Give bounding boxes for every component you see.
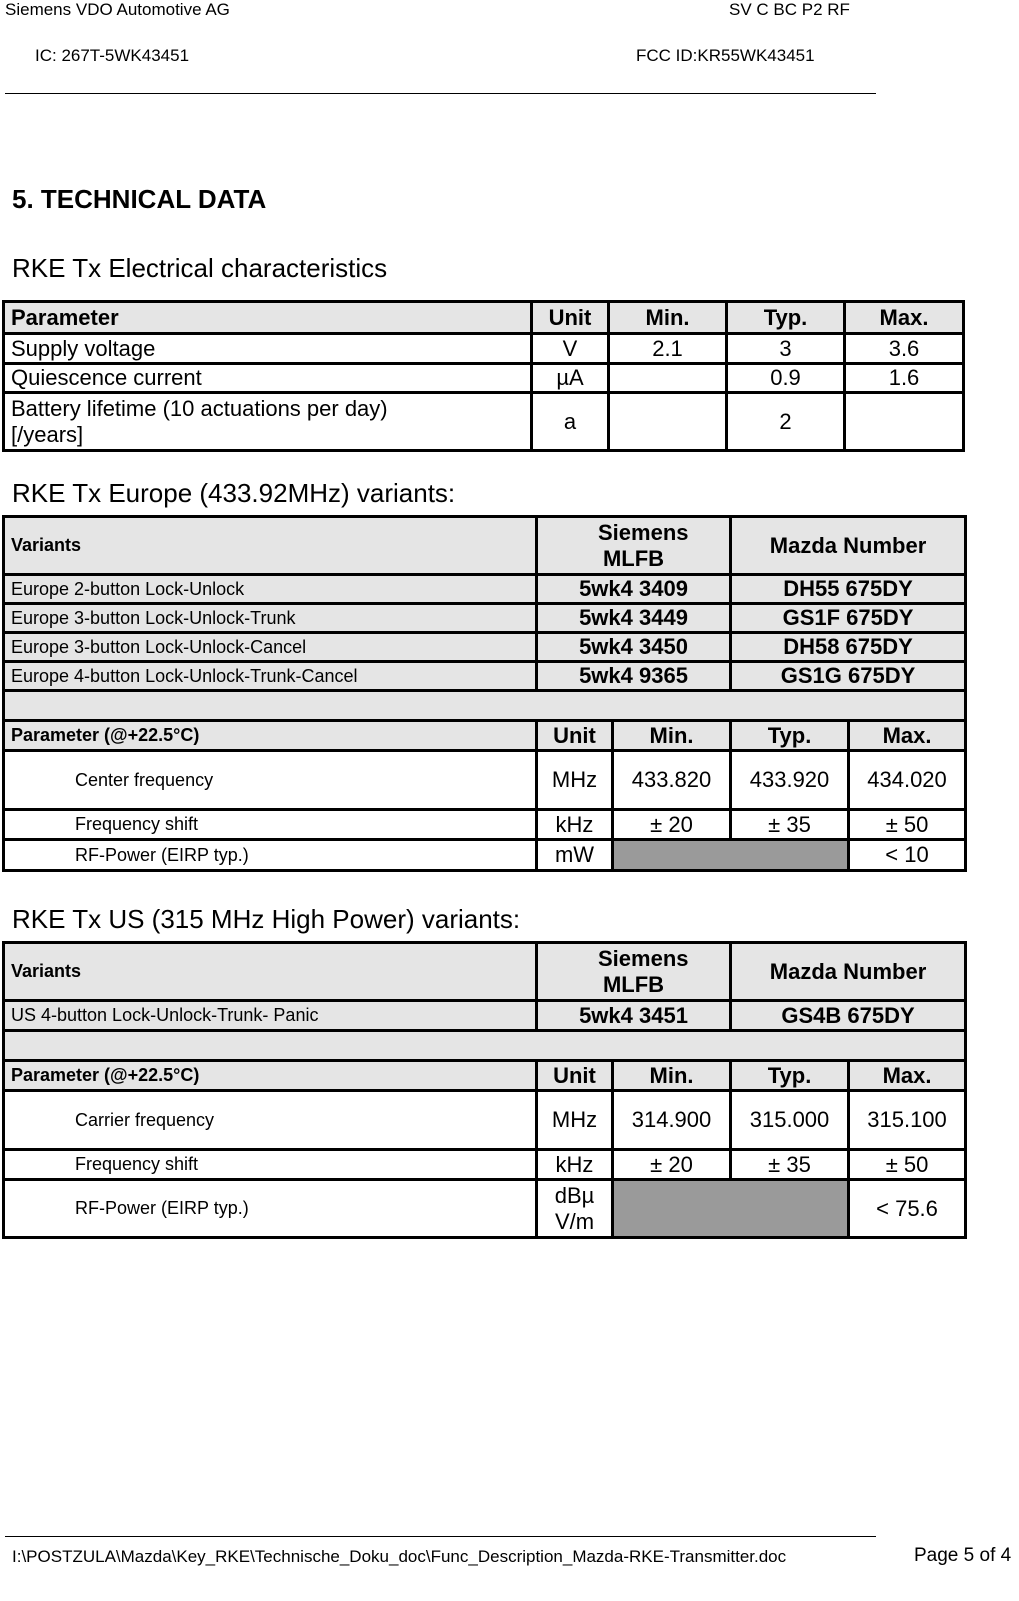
min-cell: ± 20 — [613, 1150, 731, 1180]
col-header-typ: Typ. — [731, 1061, 849, 1091]
mazda-number-cell: DH55 675DY — [731, 575, 966, 604]
table-row — [4, 1091, 966, 1150]
col-header-unit: Unit — [532, 302, 609, 334]
min-cell: ± 20 — [613, 810, 731, 840]
unit-cell: mW — [537, 840, 613, 871]
col-header-mlfb: Siemens MLFB — [537, 943, 731, 1001]
typ-cell: 2 — [727, 393, 845, 451]
section-title: 5. TECHNICAL DATA — [12, 184, 267, 214]
us-table — [2, 941, 967, 1239]
col-header-parameter: Parameter — [4, 302, 532, 334]
typ-cell: 315.000 — [731, 1091, 849, 1150]
max-cell — [845, 393, 964, 451]
variant-name-cell: Europe 2-button Lock-Unlock — [4, 575, 537, 604]
min-cell — [609, 393, 727, 451]
max-cell: < 75.6 — [849, 1180, 966, 1238]
mlfb-cell: 5wk4 3451 — [537, 1001, 731, 1031]
param-cell: Carrier frequency — [4, 1091, 537, 1150]
header-department: SV C BC P2 RF — [729, 0, 850, 19]
mlfb-cell: 5wk4 3449 — [537, 604, 731, 633]
max-cell: ± 50 — [849, 1150, 966, 1180]
col-header-mazda: Mazda Number — [731, 517, 966, 575]
europe-caption: RKE Tx Europe (433.92MHz) variants: — [12, 478, 456, 508]
col-header-min: Min. — [613, 1061, 731, 1091]
table-row — [4, 751, 966, 810]
max-cell: ± 50 — [849, 810, 966, 840]
col-header-min: Min. — [613, 721, 731, 751]
table-row — [4, 575, 966, 604]
unit-cell: MHz — [537, 751, 613, 810]
col-header-unit: Unit — [537, 721, 613, 751]
typ-cell: 433.920 — [731, 751, 849, 810]
unit-cell: kHz — [537, 1150, 613, 1180]
footer-page-number: Page 5 of 4 — [914, 1545, 1012, 1566]
max-cell: 1.6 — [845, 364, 964, 393]
variant-name-cell: Europe 3-button Lock-Unlock-Cancel — [4, 633, 537, 662]
spacer-row — [4, 1031, 966, 1061]
header-fcc-id: FCC ID:KR55WK43451 — [636, 46, 815, 65]
col-header-parameter: Parameter (@+22.5°C) — [4, 721, 537, 751]
unit-cell: MHz — [537, 1091, 613, 1150]
mlfb-cell: 5wk4 3450 — [537, 633, 731, 662]
col-header-max: Max. — [845, 302, 964, 334]
min-cell: 2.1 — [609, 334, 727, 364]
min-cell: 433.820 — [613, 751, 731, 810]
table-row — [4, 604, 966, 633]
typ-cell: 0.9 — [727, 364, 845, 393]
us-variant-header-row — [4, 943, 966, 1001]
variant-name-cell: Europe 3-button Lock-Unlock-Trunk — [4, 604, 537, 633]
col-header-typ: Typ. — [727, 302, 845, 334]
param-cell: Battery lifetime (10 actuations per day) [/years] — [4, 393, 532, 451]
table-row — [4, 840, 966, 871]
col-header-mazda: Mazda Number — [731, 943, 966, 1001]
table-row — [4, 662, 966, 691]
mazda-number-cell: GS1G 675DY — [731, 662, 966, 691]
col-header-variants: Variants — [4, 943, 537, 1001]
col-header-mlfb: Siemens MLFB — [537, 517, 731, 575]
redacted-cell — [613, 840, 849, 871]
col-header-max: Max. — [849, 721, 966, 751]
header-ic-number: IC: 267T-5WK43451 — [35, 46, 190, 65]
param-cell: RF-Power (EIRP typ.) — [4, 1180, 537, 1238]
mazda-number-cell: GS4B 675DY — [731, 1001, 966, 1031]
unit-cell: V — [532, 334, 609, 364]
mazda-number-cell: DH58 675DY — [731, 633, 966, 662]
max-cell: 434.020 — [849, 751, 966, 810]
unit-cell: kHz — [537, 810, 613, 840]
us-caption: RKE Tx US (315 MHz High Power) variants: — [12, 904, 521, 934]
spacer-cell — [4, 691, 966, 721]
max-cell: < 10 — [849, 840, 966, 871]
mlfb-cell: 5wk4 9365 — [537, 662, 731, 691]
footer-rule — [5, 1536, 876, 1537]
col-header-variants: Variants — [4, 517, 537, 575]
param-cell: Supply voltage — [4, 334, 532, 364]
col-header-typ: Typ. — [731, 721, 849, 751]
col-header-min: Min. — [609, 302, 727, 334]
param-cell: Frequency shift — [4, 1150, 537, 1180]
max-cell: 315.100 — [849, 1091, 966, 1150]
header-rule — [5, 93, 876, 94]
mlfb-cell: 5wk4 3409 — [537, 575, 731, 604]
table-row — [4, 633, 966, 662]
table-row — [4, 810, 966, 840]
electrical-header-row — [4, 302, 964, 334]
spacer-row — [4, 691, 966, 721]
variant-name-cell: Europe 4-button Lock-Unlock-Trunk-Cancel — [4, 662, 537, 691]
unit-cell: µA — [532, 364, 609, 393]
mazda-number-cell: GS1F 675DY — [731, 604, 966, 633]
electrical-table — [2, 300, 965, 452]
max-cell: 3.6 — [845, 334, 964, 364]
table-row — [4, 334, 964, 364]
redacted-cell — [613, 1180, 849, 1238]
min-cell — [609, 364, 727, 393]
europe-param-header-row — [4, 721, 966, 751]
col-header-max: Max. — [849, 1061, 966, 1091]
table-row — [4, 1180, 966, 1238]
typ-cell: ± 35 — [731, 1150, 849, 1180]
unit-cell: a — [532, 393, 609, 451]
min-cell: 314.900 — [613, 1091, 731, 1150]
param-cell: Frequency shift — [4, 810, 537, 840]
col-header-parameter: Parameter (@+22.5°C) — [4, 1061, 537, 1091]
col-header-unit: Unit — [537, 1061, 613, 1091]
typ-cell: ± 35 — [731, 810, 849, 840]
europe-variant-header-row — [4, 517, 966, 575]
unit-cell: dBµV/m — [537, 1180, 613, 1238]
table-row — [4, 393, 964, 451]
europe-table — [2, 515, 967, 872]
param-cell: Center frequency — [4, 751, 537, 810]
table-row — [4, 1150, 966, 1180]
header-company: Siemens VDO Automotive AG — [5, 0, 230, 19]
variant-name-cell: US 4-button Lock-Unlock-Trunk- Panic — [4, 1001, 537, 1031]
spacer-cell — [4, 1031, 966, 1061]
param-cell: Quiescence current — [4, 364, 532, 393]
param-cell: RF-Power (EIRP typ.) — [4, 840, 537, 871]
typ-cell: 3 — [727, 334, 845, 364]
us-param-header-row — [4, 1061, 966, 1091]
footer-file-path: I:\POSTZULA\Mazda\Key_RKE\Technische_Doku_doc\Func_Description_Mazda-RKE-Transmitter.doc — [12, 1547, 787, 1566]
table-row — [4, 364, 964, 393]
electrical-caption: RKE Tx Electrical characteristics — [12, 253, 388, 283]
table-row — [4, 1001, 966, 1031]
